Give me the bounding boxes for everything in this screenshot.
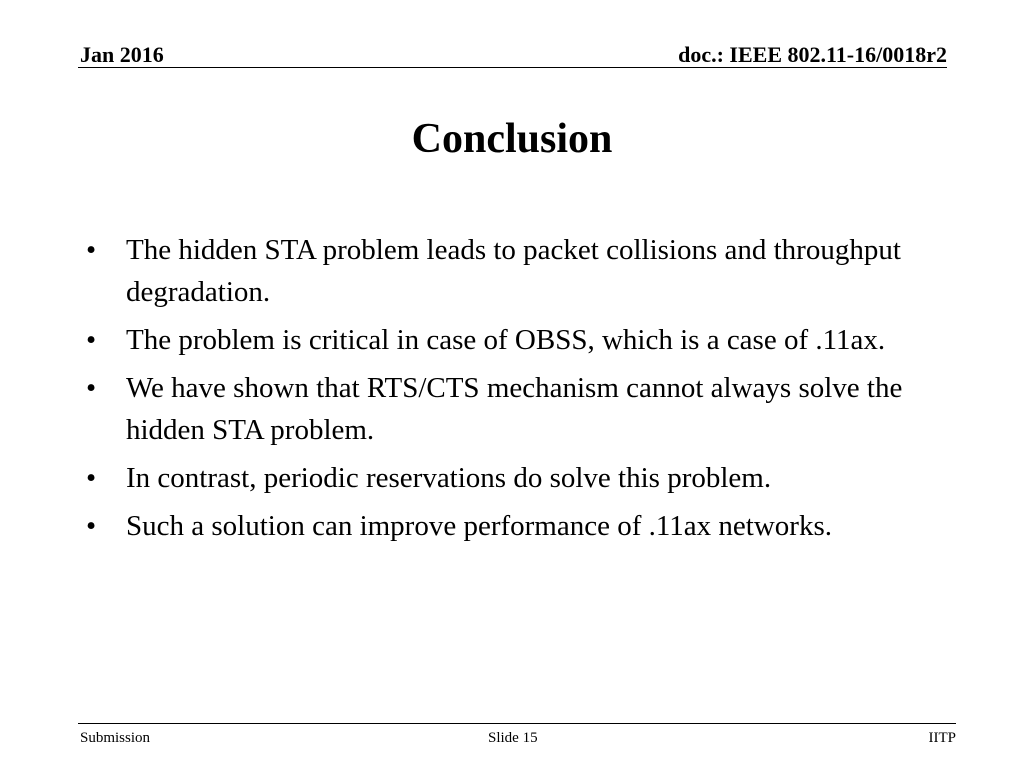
bullet-dot-icon: •: [86, 372, 97, 404]
slide-title: Conclusion: [411, 116, 613, 162]
bullet-text: We have shown that RTS/CTS mechanism cannot always solve the hidden STA problem.: [126, 372, 903, 446]
bullet-list: [86, 229, 946, 553]
footer-divider: [78, 723, 956, 724]
footer-org: IITP: [928, 730, 956, 746]
bullet-text: The hidden STA problem leads to packet collisions and throughput degradation.: [126, 234, 901, 308]
bullet-item: [86, 457, 946, 499]
bullet-item: [86, 505, 946, 547]
footer-submission: Submission: [80, 730, 151, 746]
bullet-dot-icon: •: [86, 510, 97, 542]
bullet-text: The problem is critical in case of OBSS, which is a case of .11ax.: [126, 324, 886, 356]
header-doc-id: doc.: IEEE 802.11-16/0018r2: [678, 42, 947, 67]
bullet-item: [86, 367, 946, 451]
bullet-text: In contrast, periodic reservations do solve this problem.: [126, 462, 772, 494]
bullet-dot-icon: •: [86, 462, 97, 494]
bullet-dot-icon: •: [86, 234, 97, 266]
bullet-dot-icon: •: [86, 324, 97, 356]
footer-slide-number: Slide 15: [488, 730, 538, 746]
bullet-item: [86, 229, 946, 313]
header-divider: [78, 67, 947, 68]
header-date: Jan 2016: [80, 42, 164, 67]
bullet-text: Such a solution can improve performance of .11ax networks.: [126, 510, 832, 542]
bullet-item: [86, 319, 946, 361]
